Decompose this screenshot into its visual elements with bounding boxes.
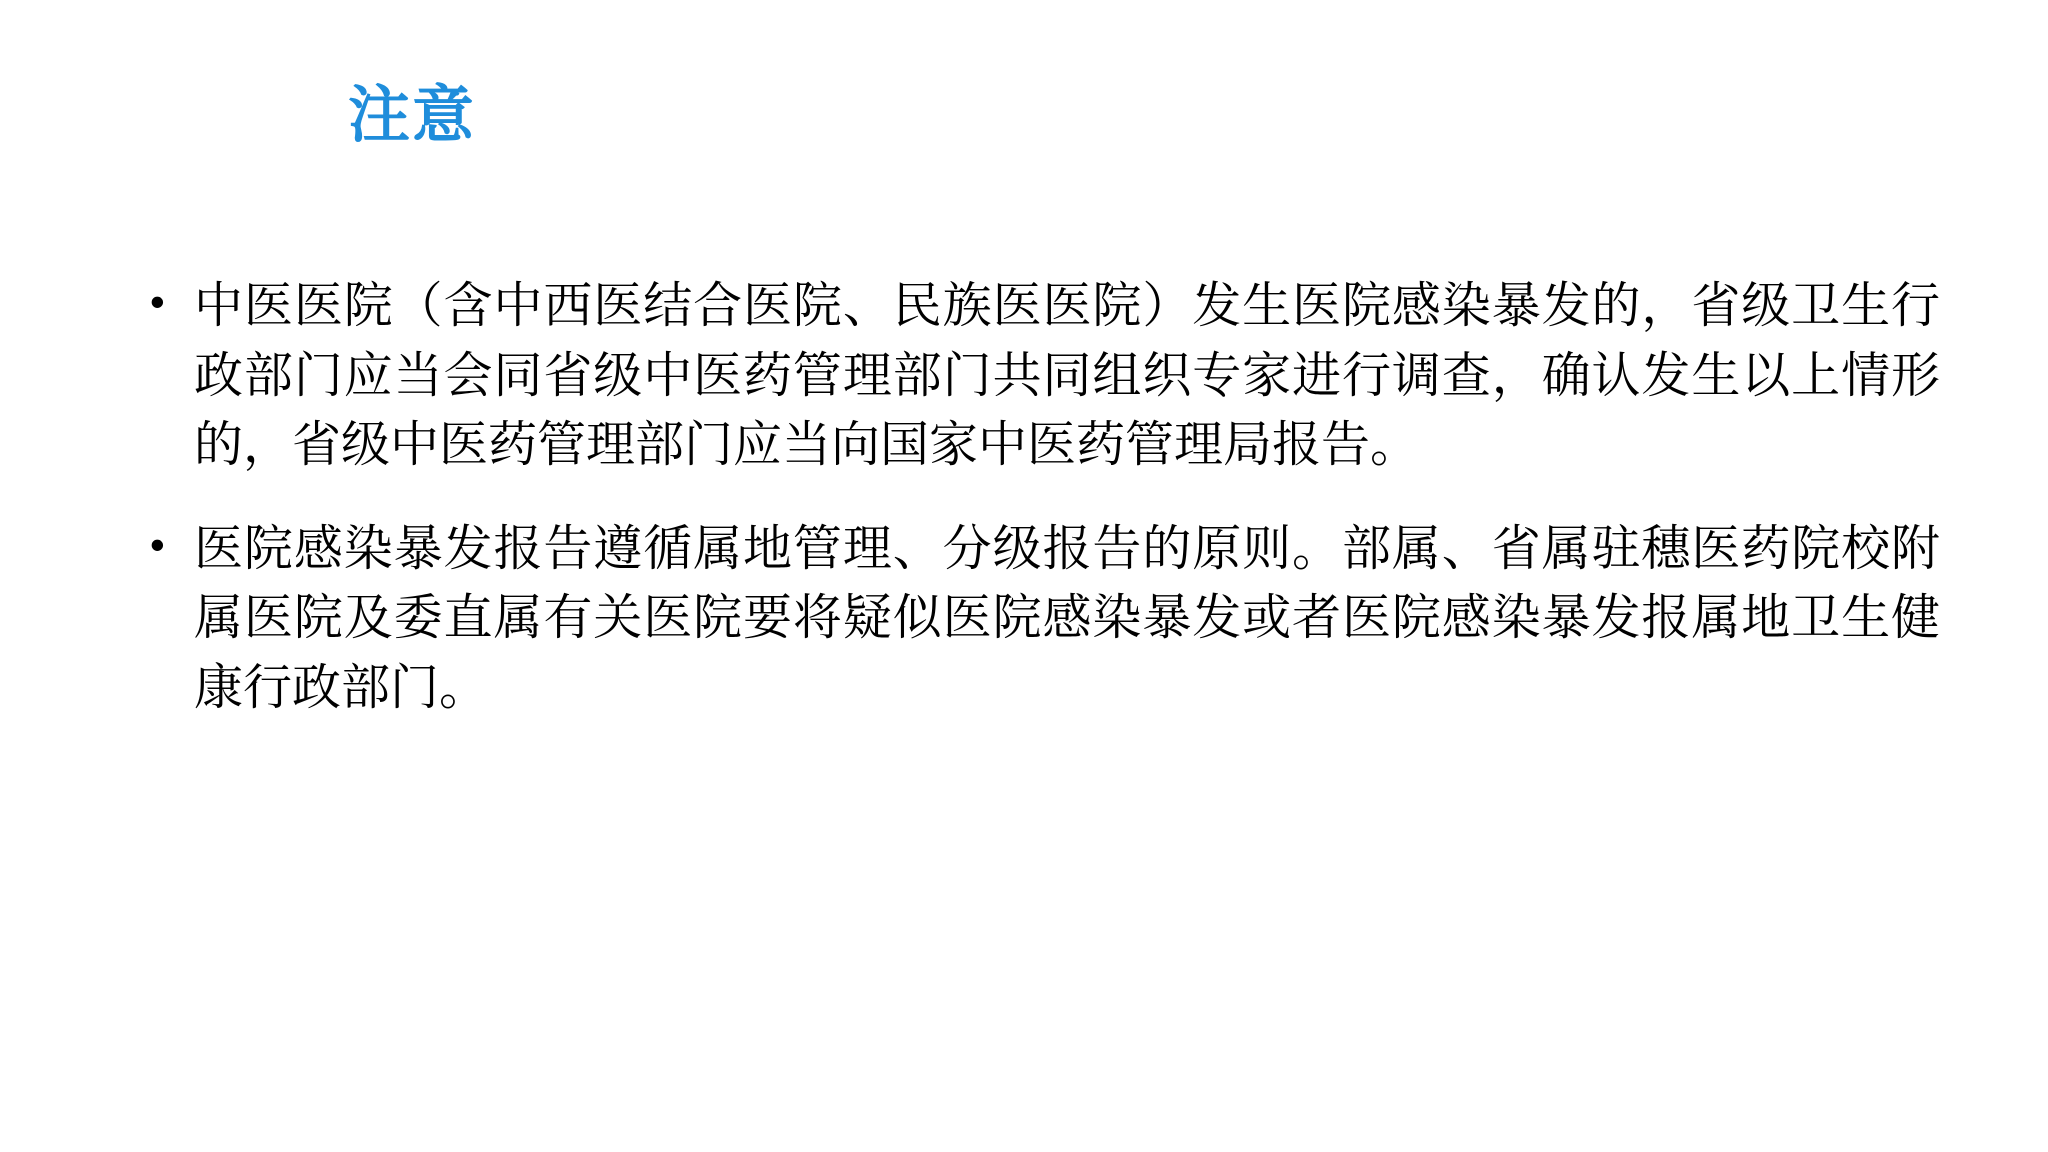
slide-body [150,272,1940,757]
bullet-icon: • [150,278,165,325]
list-item-text: 中医医院（含中西医结合医院、民族医医院）发生医院感染暴发的，省级卫生行政部门应当会同省级中医药管理部门共同组织专家进行调查，确认发生以上情形的，省级中医药管理部门应当向国家中医药管理局报告。 [194,279,1940,473]
bullet-icon: • [150,520,165,568]
list-item [150,272,1940,481]
page-title: 注意 [348,81,477,150]
list-item [150,515,1940,724]
list-item-text: 医院感染暴发报告遵循属地管理、分级报告的原则。部属、省属驻穗医药院校附属医院及委直属有关医院要将疑似医院感染暴发或者医院感染暴发报属地卫生健康行政部门。 [194,521,1940,715]
